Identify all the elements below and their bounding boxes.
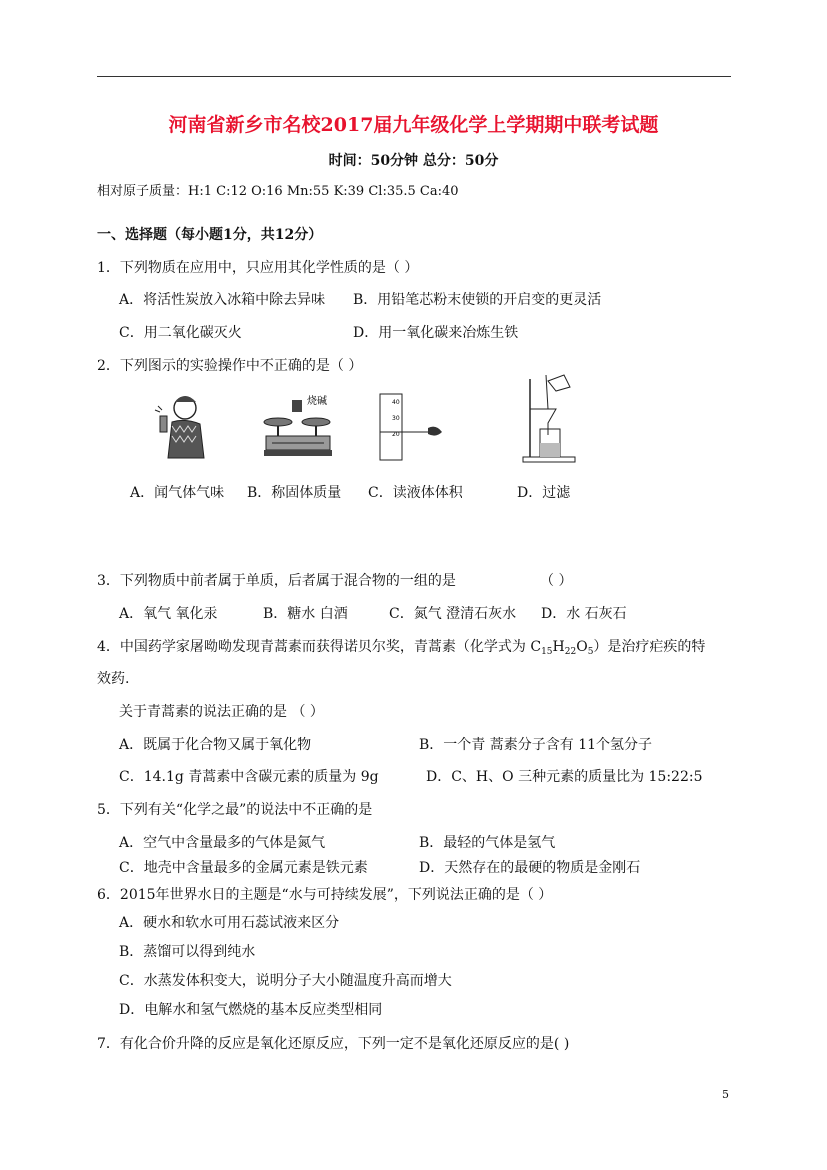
question-1-option-c: C．用二氧化碳灭火 <box>119 325 242 341</box>
question-1-option-a: A．将活性炭放入冰箱中除去异味 <box>119 292 326 308</box>
question-4-option-c: C．14.1g 青蒿素中含碳元素的质量为 9g <box>119 769 379 785</box>
question-4-option-a: A．既属于化合物又属于氧化物 <box>119 737 312 753</box>
question-4-option-d: D．C、H、O 三种元素的质量比为 15:22:5 <box>426 769 703 785</box>
question-7-stem: 7．有化合价升降的反应是氧化还原反应，下列一定不是氧化还原反应的是( ) <box>97 1036 570 1052</box>
figure-filtration <box>520 373 578 463</box>
question-4-option-b: B．一个青 蒿素分子含有 11个氢分子 <box>419 737 653 753</box>
question-3-option-d: D．水 石灰石 <box>541 606 627 622</box>
question-4-stem-continued: 效药. <box>97 671 130 687</box>
q4-stem-pre: 4．中国药学家屠呦呦发现青蒿素而获得诺贝尔奖，青蒿素（化学式为 C <box>97 639 542 655</box>
q4-o: O <box>576 639 588 655</box>
question-6-option-a: A．硬水和软水可用石蕊试液来区分 <box>119 915 340 931</box>
question-2-option-d: D．过滤 <box>517 485 571 501</box>
figure-smell-gas <box>150 392 212 460</box>
question-3-paren: （ ） <box>540 573 573 589</box>
question-5-stem: 5．下列有关“化学之最”的说法中不正确的是 <box>97 802 373 818</box>
q4-sub-h: 22 <box>564 647 577 657</box>
question-2-option-a: A．闻气体气味 <box>130 485 225 501</box>
question-5-option-b: B．最轻的气体是氢气 <box>419 835 556 851</box>
q4-sub-o: 5 <box>587 647 594 657</box>
q4-stem-post: ）是治疗疟疾的特 <box>593 639 706 655</box>
question-2-option-b: B．称固体质量 <box>247 485 342 501</box>
question-2-option-c: C．读液体体积 <box>368 485 463 501</box>
balance-label: 烧碱 <box>307 396 327 407</box>
question-3-stem: 3．下列物质中前者属于单质，后者属于混合物的一组的是 <box>97 573 456 589</box>
question-1-option-d: D．用一氧化碳来冶炼生铁 <box>353 325 519 341</box>
section-heading: 一、选择题（每小题1分，共12分） <box>97 227 323 243</box>
question-1-stem: 1．下列物质在应用中，只应用其化学性质的是（ ） <box>97 260 419 276</box>
tick-20: 20 <box>392 431 400 438</box>
question-6-stem: 6．2015年世界水日的主题是“水与可持续发展”，下列说法正确的是（ ） <box>97 887 553 903</box>
tick-30: 30 <box>392 415 400 422</box>
question-5-option-c: C．地壳中含量最多的金属元素是铁元素 <box>119 860 368 876</box>
question-1-option-b: B．用铅笔芯粉末使锁的开启变的更灵活 <box>353 292 602 308</box>
question-6-option-c: C．水蒸发体积变大，说明分子大小随温度升高而增大 <box>119 973 452 989</box>
question-4-stem <box>97 638 705 661</box>
atomic-masses: 相对原子质量：H:1 C:12 O:16 Mn:55 K:39 Cl:35.5 Ca:40 <box>97 184 459 199</box>
page-number: 5 <box>722 1088 729 1101</box>
tick-40: 40 <box>392 399 400 406</box>
page-title: 河南省新乡市名校2017届九年级化学上学期期中联考试题 <box>168 114 659 136</box>
question-3-option-a: A．氧气 氧化汞 <box>119 606 218 622</box>
q4-h: H <box>552 639 565 655</box>
exam-time-score: 时间：50分钟 总分：50分 <box>328 153 499 169</box>
question-3-option-c: C．氮气 澄清石灰水 <box>389 606 517 622</box>
question-2-stem: 2．下列图示的实验操作中不正确的是（ ） <box>97 358 363 374</box>
header-rule <box>97 76 731 77</box>
question-5-option-d: D．天然存在的最硬的物质是金刚石 <box>419 860 641 876</box>
q4-sub-c: 15 <box>541 647 553 657</box>
figure-balance <box>262 392 334 460</box>
question-6-option-d: D．电解水和氢气燃烧的基本反应类型相同 <box>119 1002 383 1018</box>
question-6-option-b: B．蒸馏可以得到纯水 <box>119 944 256 960</box>
figure-cylinder <box>372 390 452 462</box>
question-3-option-b: B．糖水 白酒 <box>263 606 348 622</box>
question-4-stem2: 关于青蒿素的说法正确的是 （ ） <box>119 704 324 720</box>
question-5-option-a: A．空气中含量最多的气体是氮气 <box>119 835 326 851</box>
